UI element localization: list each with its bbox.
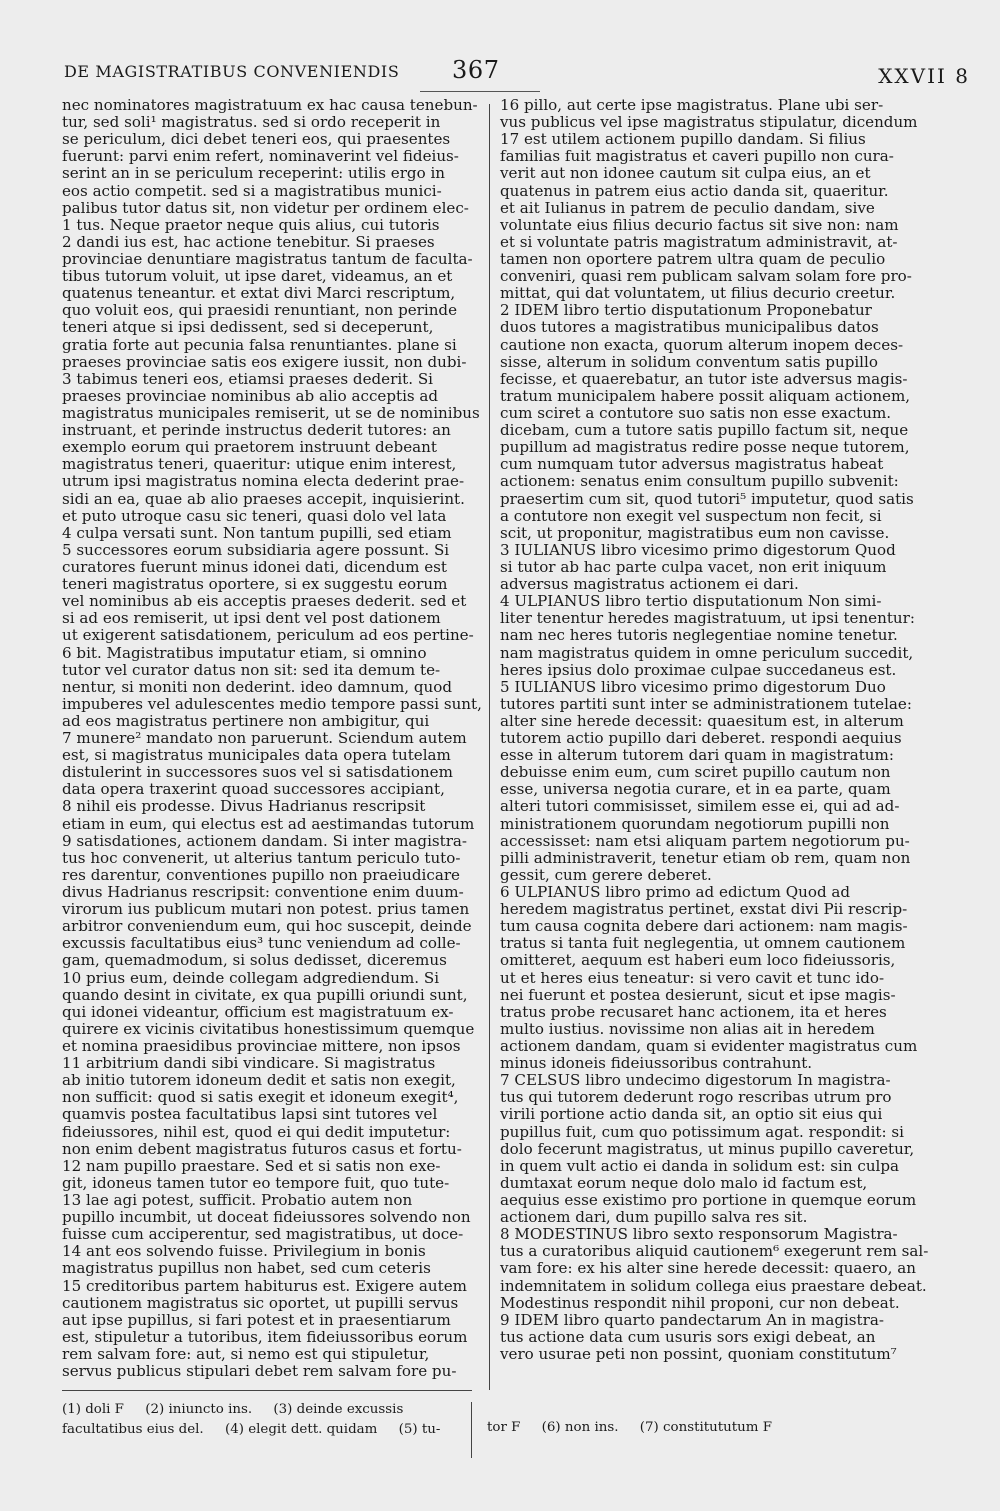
text-line: arbitror conveniendum eum, qui hoc suscepit, deinde — [62, 917, 472, 936]
page-number: 367 — [452, 56, 500, 84]
text-line: nam magistratus quidem in omne periculum succedit, — [500, 643, 914, 662]
text-line: tum causa cognita debere dari actionem: nam magis- — [500, 917, 908, 936]
text-line: git, idoneus tamen tutor eo tempore fuit, quo tute- — [62, 1173, 450, 1192]
text-line: 4 culpa versati sunt. Non tantum pupilli, sed etiam — [62, 523, 452, 542]
text-line: distulerint in successores suos vel si satisdationem — [62, 763, 453, 782]
text-line: aequius esse existimo pro portione in quemque eorum — [500, 1191, 917, 1209]
text-line: ad eos magistratus pertinere non ambigitur, qui — [62, 711, 430, 730]
text-line: actionem dari, dum pupillo salva res sit. — [500, 1208, 808, 1227]
left-text-column — [62, 97, 480, 1380]
text-line: vam fore: ex his alter sine herede decessit: quaero, an — [500, 1259, 916, 1278]
header-rule — [420, 91, 540, 92]
text-line: 16 pillo, aut certe ipse magistratus. Plane ubi ser- — [500, 96, 884, 114]
text-line: 3 IULIANUS libro vicesimo primo digestorum Quod — [500, 540, 896, 559]
text-line: pupillo incumbit, ut doceat fideiussores solvendo non — [62, 1208, 471, 1227]
text-line: tus actione data cum usuris sors exigi debeat, an — [500, 1327, 876, 1346]
text-line: 2 dandi ius est, hac actione tenebitur. Si praeses — [62, 232, 435, 251]
text-line: voluntate eius filius decurio factus sit sive non: nam — [500, 215, 899, 234]
text-line: esse, universa negotia curare, et in ea parte, quam — [500, 780, 891, 799]
text-line: exemplo eorum qui praetorem instruunt debeant — [62, 438, 437, 457]
text-line: ministrationem quorundam negotiorum pupilli non — [500, 814, 890, 833]
text-line: serint an in se periculum receperint: utilis ergo in — [62, 164, 446, 183]
text-line: divus Hadrianus rescripsit: conventione enim duum- — [62, 883, 464, 902]
text-line: est, si magistratus municipales data opera tutelam — [62, 746, 451, 765]
footnote-line: tor F (6) non ins. (7) constitututum F — [487, 1420, 772, 1435]
text-line: excussis facultatibus eius³ tunc veniendum ad colle- — [62, 934, 461, 953]
text-line: vero usurae peti non possint, quoniam constitutum⁷ — [500, 1344, 897, 1363]
text-line: 9 satisdationes, actionem dandam. Si inter magistra- — [62, 831, 468, 850]
text-line: fecisse, et quaerebatur, an tutor iste adversus magis- — [500, 369, 908, 388]
text-line: provinciae denuntiare magistratus tantum de faculta- — [62, 249, 473, 268]
text-line: multo iustius. novissime non alias ait in heredem — [500, 1019, 875, 1038]
right-text-column — [500, 96, 929, 1363]
text-line: 6 ULPIANUS libro primo ad edictum Quod ad — [500, 883, 851, 902]
text-line: pilli administraverit, tenetur etiam ob rem, quam non — [500, 848, 911, 867]
text-line: pupillus fuit, cum quo potissimum agat. respondit: si — [500, 1122, 904, 1141]
text-line: fideiussores, nihil est, quod ei qui dedit imputetur: — [62, 1122, 451, 1141]
text-line: actionem dandam, quam si evidenter magistratus cum — [500, 1037, 918, 1056]
footnote-divider — [471, 1402, 472, 1458]
text-line: tratus si tanta fuit neglegentia, ut omnem cautionem — [500, 934, 906, 953]
text-line: heredem magistratus pertinet, exstat divi Pii rescrip- — [500, 900, 908, 919]
text-line: res darentur, conventiones pupillo non praeiudicare — [62, 865, 460, 884]
text-line: verit aut non idonee cautum sit culpa eius, an et — [500, 164, 871, 183]
text-line: servus publicus stipulari debet rem salvam fore pu- — [62, 1362, 457, 1381]
text-line: teneri magistratus oportere, si ex suggestu eorum — [62, 575, 448, 594]
text-line: in quem vult actio ei danda in solidum est: sin culpa — [500, 1156, 900, 1175]
text-line: alter sine herede decessit: quaesitum est, in alterum — [500, 711, 904, 730]
text-line: 2 IDEM libro tertio disputationum Proponebatur — [500, 301, 872, 320]
text-line: 1 tus. Neque praetor neque quis alius, cui tutoris — [62, 215, 440, 234]
text-line: nei fuerunt et postea desierunt, sicut et ipse magis- — [500, 985, 896, 1004]
text-line: fuisse cum acciperentur, sed magistratibus, ut doce- — [62, 1225, 464, 1244]
text-line: duos tutores a magistratibus municipalibus datos — [500, 318, 879, 337]
text-line: si tutor ab hac parte culpa vacet, non erit iniquum — [500, 557, 887, 576]
text-line: dolo fecerunt magistratus, ut minus pupillo caveretur, — [500, 1139, 915, 1158]
text-line: pupillum ad magistratus redire posse neque tutorem, — [500, 438, 910, 457]
text-line: 17 est utilem actionem pupillo dandam. Si filius — [500, 130, 866, 149]
text-line: sisse, alterum in solidum conventum satis pupillo — [500, 352, 878, 371]
text-line: tur, sed soli¹ magistratus. sed si ordo receperit in — [62, 113, 441, 132]
text-line: heres ipsius dolo proximae culpae succedaneus est. — [500, 660, 897, 679]
text-line: est, stipuletur a tutoribus, item fideiussoribus eorum — [62, 1327, 468, 1346]
text-line: virili portione actio danda sit, an optio sit eius qui — [500, 1105, 883, 1124]
text-line: minus idoneis fideiussoribus contrahunt. — [500, 1054, 813, 1073]
text-line: ab initio tutorem idoneum dedit et satis non exegit, — [62, 1071, 456, 1090]
text-line: non enim debent magistratus futuros casus et fortu- — [62, 1139, 462, 1158]
text-line: gam, quemadmodum, si solus dedisset, diceremus — [62, 951, 447, 970]
footnote-rule — [62, 1390, 472, 1391]
text-line: tibus tutorum voluit, ut ipse daret, videamus, an et — [62, 267, 453, 286]
text-line: dicebam, cum a tutore satis pupillo factum sit, neque — [500, 421, 909, 440]
text-line: 15 creditoribus partem habiturus est. Exigere autem — [62, 1276, 467, 1295]
text-line: omitteret, aequum est haberi eum loco fideiussoris, — [500, 951, 896, 970]
text-line: accessisset: nam etsi aliquam partem negotiorum pu- — [500, 831, 910, 850]
footnote-line: (1) doli F (2) iniuncto ins. (3) deinde excussis — [62, 1402, 404, 1417]
text-line: actionem: senatus enim consultum pupillo subvenit: — [500, 472, 899, 491]
text-line: data opera traxerint quoad successores accipiant, — [62, 780, 445, 799]
text-line: sidi an ea, quae ab alio praeses accepit, inquisierint. — [62, 489, 465, 508]
text-line: dumtaxat eorum neque dolo malo id factum est, — [500, 1173, 868, 1192]
text-line: esse in alterum tutorem dari quam in magistratum: — [500, 746, 894, 765]
text-line: 14 ant eos solvendo fuisse. Privilegium in bonis — [62, 1242, 426, 1261]
text-line: etiam in eum, qui electus est ad aestimandas tutorum — [62, 814, 475, 833]
text-line: liter tenentur heredes magistratuum, ut ipsi tenentur: — [500, 609, 915, 628]
text-line: et si voluntate patris magistratum administravit, at- — [500, 232, 898, 251]
text-line: quamvis postea facultatibus lapsi sint tutores vel — [62, 1105, 438, 1124]
text-line: tamen non oportere patrem ultra quam de peculio — [500, 249, 886, 268]
text-line: magistratus teneri, quaeritur: utique enim interest, — [62, 455, 457, 474]
text-line: conveniri, quasi rem publicam salvam solam fore pro- — [500, 267, 912, 286]
text-line: et nomina praesidibus provinciae mittere, non ipsos — [62, 1037, 461, 1056]
text-line: mittat, qui dat voluntatem, ut filius decurio creetur. — [500, 284, 896, 303]
text-line: debuisse enim eum, cum sciret pupillo cautum non — [500, 763, 891, 782]
text-line: nam nec heres tutoris neglegentiae nomine tenetur. — [500, 626, 898, 645]
text-line: tus qui tutorem dederunt rogo rescribas utrum pro — [500, 1088, 892, 1107]
text-line: ut exigerent satisdationem, periculum ad eos pertine- — [62, 626, 474, 645]
text-line: gessit, cum gerere deberet. — [500, 865, 712, 884]
text-line: utrum ipsi magistratus nomina electa dederint prae- — [62, 472, 465, 491]
section-reference: XXVII 8 — [878, 64, 970, 88]
text-line: 9 IDEM libro quarto pandectarum An in magistra- — [500, 1310, 884, 1329]
text-line: quatenus teneantur. et extat divi Marci rescriptum, — [62, 284, 456, 303]
text-line: eos actio competit. sed si a magistratibus munici- — [62, 181, 442, 200]
text-line: 3 tabimus teneri eos, etiamsi praeses dederit. Si — [62, 369, 433, 388]
text-line: 13 lae agi potest, sufficit. Probatio autem non — [62, 1191, 413, 1209]
text-line: quirere ex vicinis civitatibus honestissimum quemque — [62, 1019, 475, 1038]
text-line: teneri atque si ipsi dedissent, sed si deceperunt, — [62, 318, 434, 337]
text-line: aut ipse pupillus, si fari potest et in praesentiarum — [62, 1310, 451, 1329]
text-line: qui idonei videantur, officium est magistratuum ex- — [62, 1002, 454, 1021]
text-line: Modestinus respondit nihil proponi, cur non debeat. — [500, 1293, 900, 1312]
text-line: magistratus municipales remiserit, ut se de nominibus — [62, 403, 480, 422]
text-line: 6 bit. Magistratibus imputatur etiam, si omnino — [62, 643, 427, 662]
footnotes-left — [62, 1400, 440, 1440]
text-line: quando desint in civitate, ex qua pupilli oriundi sunt, — [62, 985, 468, 1004]
text-line: nec nominatores magistratuum ex hac causa tenebun- — [62, 96, 478, 114]
text-line: 5 IULIANUS libro vicesimo primo digestorum Duo — [500, 677, 886, 696]
running-header-title: DE MAGISTRATIBUS CONVENIENDIS — [64, 62, 400, 81]
text-line: si ad eos remiserit, ut ipsi dent vel post dationem — [62, 609, 441, 628]
footnotes-right — [487, 1418, 772, 1438]
text-line: instruant, et perinde instructus dederit tutores: an — [62, 421, 451, 440]
text-line: 8 MODESTINUS libro sexto responsorum Magistra- — [500, 1225, 898, 1244]
text-line: ut et heres eius teneatur: si vero cavit et tunc ido- — [500, 968, 885, 987]
text-line: praesertim cum sit, quod tutori⁵ imputetur, quod satis — [500, 489, 914, 508]
footnote-line: facultatibus eius del. (4) elegit dett. quidam (5) tu- — [62, 1422, 441, 1437]
text-line: et ait Iulianus in patrem de peculio dandam, sive — [500, 198, 875, 217]
text-line: tratus probe recusaret hanc actionem, ita et heres — [500, 1002, 887, 1021]
text-line: cum numquam tutor adversus magistratus habeat — [500, 455, 884, 474]
text-line: tutor vel curator datus non sit: sed ita demum te- — [62, 660, 441, 679]
text-line: tus a curatoribus aliquid cautionem⁶ exegerunt rem sal- — [500, 1242, 929, 1261]
text-line: fuerunt: parvi enim refert, nominaverint vel fideius- — [62, 147, 459, 166]
text-line: 7 munere² mandato non paruerunt. Sciendum autem — [62, 729, 467, 748]
text-line: tutorem actio pupillo dari deberet. respondi aequius — [500, 729, 902, 748]
text-line: 11 arbitrium dandi sibi vindicare. Si magistratus — [62, 1054, 436, 1073]
text-line: indemnitatem in solidum collega eius praestare debeat. — [500, 1276, 927, 1295]
text-line: 5 successores eorum subsidiaria agere possunt. Si — [62, 540, 450, 559]
text-line: curatores fuerunt minus idonei dati, dicendum est — [62, 557, 447, 576]
text-line: virorum ius publicum mutari non potest. prius tamen — [62, 900, 470, 919]
text-line: se periculum, dici debet teneri eos, qui praesentes — [62, 130, 451, 149]
text-line: adversus magistratus actionem ei dari. — [500, 575, 799, 594]
text-line: vel nominibus ab eis acceptis praeses dederit. sed et — [62, 592, 467, 611]
text-line: 8 nihil eis prodesse. Divus Hadrianus rescripsit — [62, 797, 426, 816]
text-line: nentur, si moniti non dederint. ideo damnum, quod — [62, 677, 453, 696]
text-line: non sufficit: quod si satis exegit et idoneum exegit⁴, — [62, 1088, 459, 1107]
text-line: familias fuit magistratus et caveri pupillo non cura- — [500, 147, 894, 166]
text-line: gratia forte aut pecunia falsa renuntiantes. plane si — [62, 335, 457, 354]
text-line: et puto utroque casu sic teneri, quasi dolo vel lata — [62, 506, 447, 525]
text-line: alteri tutori commisisset, similem esse ei, qui ad ad- — [500, 797, 900, 816]
text-line: 7 CELSUS libro undecimo digestorum In magistra- — [500, 1071, 891, 1090]
text-line: tratum municipalem habere possit aliquam actionem, — [500, 386, 911, 405]
text-line: magistratus pupillus non habet, sed cum ceteris — [62, 1259, 431, 1278]
text-line: praeses provinciae satis eos exigere iussit, non dubi- — [62, 352, 467, 371]
column-divider — [489, 104, 490, 1390]
text-line: 12 nam pupillo praestare. Sed et si satis non exe- — [62, 1156, 441, 1175]
text-line: 10 prius eum, deinde collegam adgrediendum. Si — [62, 968, 440, 987]
text-line: palibus tutor datus sit, non videtur per ordinem elec- — [62, 198, 469, 217]
text-line: rem salvam fore: aut, si nemo est qui stipuletur, — [62, 1344, 430, 1363]
text-line: scit, ut proponitur, magistratibus eum non cavisse. — [500, 523, 890, 542]
text-line: 4 ULPIANUS libro tertio disputationum Non simi- — [500, 592, 882, 611]
text-line: tutores partiti sunt inter se administrationem tutelae: — [500, 694, 912, 713]
text-line: cautione non exacta, quorum alterum inopem deces- — [500, 335, 904, 354]
text-line: cum sciret a contutore suo satis non esse exactum. — [500, 403, 892, 422]
text-line: quo voluit eos, qui praesidi renuntiant, non perinde — [62, 301, 458, 320]
text-line: impuberes vel adulescentes medio tempore passi sunt, — [62, 694, 482, 713]
text-line: praeses provinciae nominibus ab alio acceptis ad — [62, 386, 439, 405]
text-line: a contutore non exegit vel suspectum non fecit, si — [500, 506, 882, 525]
text-line: tus hoc convenerit, ut alterius tantum periculo tuto- — [62, 848, 461, 867]
text-line: cautionem magistratus sic oportet, ut pupilli servus — [62, 1293, 459, 1312]
text-line: vus publicus vel ipse magistratus stipulatur, dicendum — [500, 113, 918, 132]
text-line: quatenus in patrem eius actio danda sit, quaeritur. — [500, 181, 889, 200]
